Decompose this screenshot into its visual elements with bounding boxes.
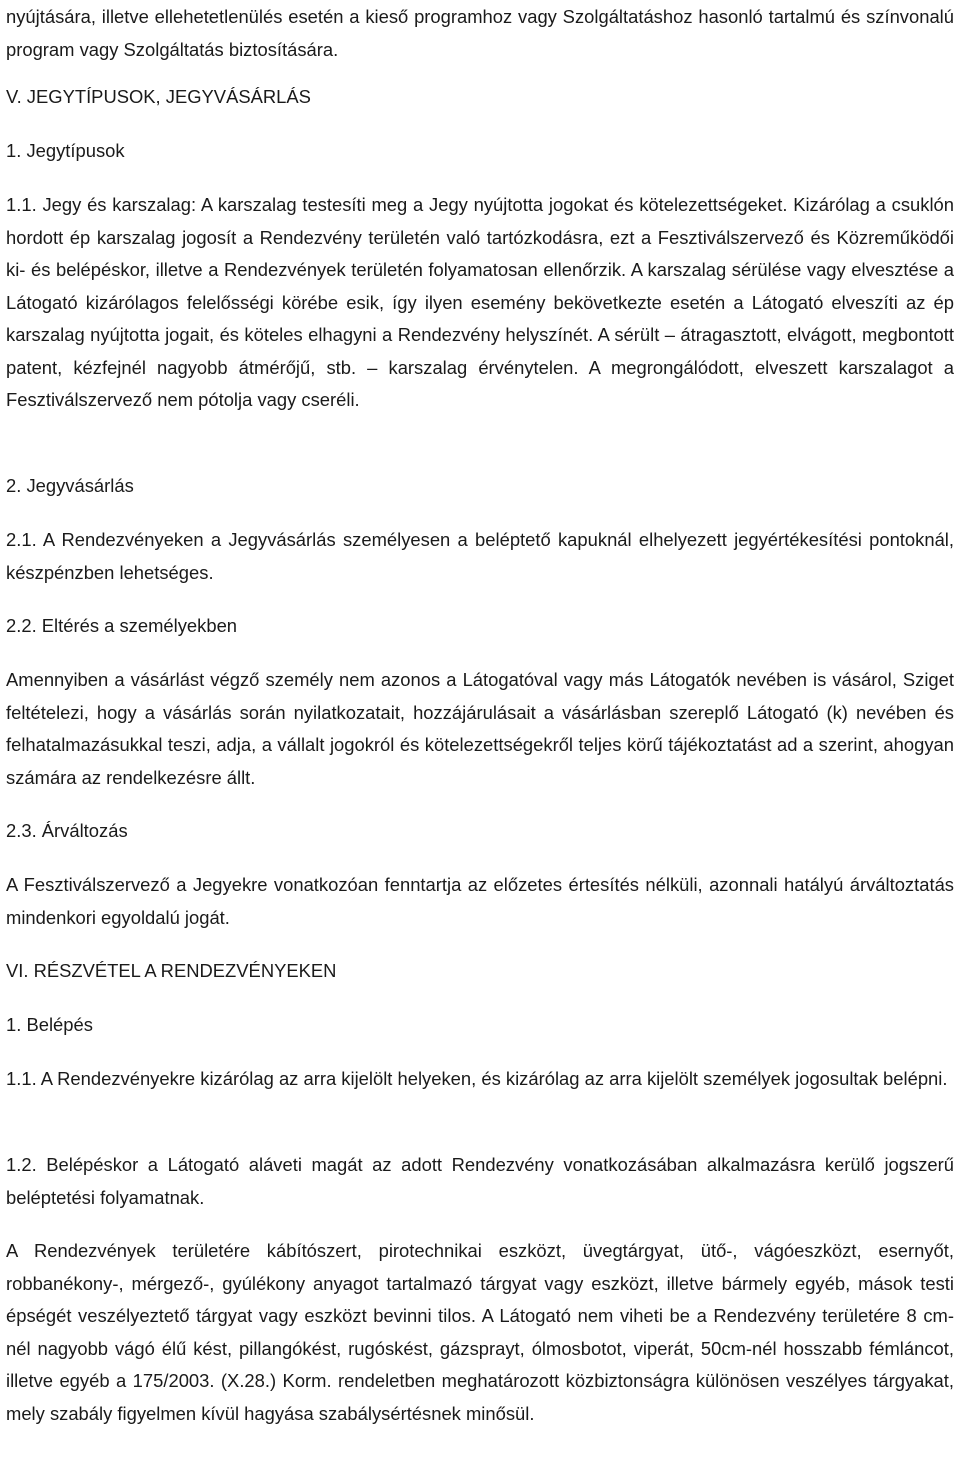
paragraph-2-3: A Fesztiválszervező a Jegyekre vonatkozóan fenntartja az előzetes értesítés nélküli, azonnali hatályú árváltoztatás mindenkori egyoldalú jogát. — [6, 874, 954, 928]
subsection-vi-1-heading: 1. Belépés — [6, 1014, 93, 1035]
paragraph-vi-1-1: 1.1. A Rendezvényekre kizárólag az arra kijelölt helyeken, és kizárólag az arra kijelölt személyek jogosultak belépni. — [6, 1068, 948, 1089]
subsection-2-3-heading: 2.3. Árváltozás — [6, 820, 128, 841]
paragraph-prohibited-items: A Rendezvények területére kábítószert, pirotechnikai eszközt, üvegtárgyat, ütő-, vágóeszközt, esernyőt, robbanékony-, mérgező-, gyúlékony anyagot tartalmazó tárgyat vagy eszközt, illetve bármely egyéb, mások testi épségét veszélyeztető tárgyat vagy eszközt bevinni tilos. A Látogató nem viheti be a Rendezvény területére 8 cm-nél nagyobb vágó élű kést, pillangókést, rugóskést, gázsprayt, ólmosbotot, viperát, 50cm-nél hosszabb fémláncot, illetve egyéb a 175/2003. (X.28.) Korm. rendeletben meghatározott közbiztonságra különösen veszélyes tárgyakat, mely szabály figyelmen kívül hagyása szabálysértésnek minősül. — [6, 1240, 954, 1424]
intro-continuation: nyújtására, illetve ellehetetlenülés esetén a kieső programhoz vagy Szolgáltatáshoz hasonló tartalmú és színvonalú program vagy Szolgáltatás biztosítására. — [6, 6, 954, 60]
paragraph-1-1: 1.1. Jegy és karszalag: A karszalag testesíti meg a Jegy nyújtotta jogokat és kötelezettségeket. Kizárólag a csuklón hordott ép karszalag jogosít a Rendezvény területén való tartózkodásra, ezt a Fesztiválszervező és Közreműködői ki- és belépéskor, illetve a Rendezvények területén folyamatosan ellenőrzik. A karszalag sérülése vagy elvesztése a Látogató kizárólagos felelősségi körébe esik, így ilyen esemény bekövetkezte esetén a Látogató elveszíti az ép karszalag nyújtotta jogait, és köteles elhagyni a Rendezvény helyszínét. A sérült – átragasztott, elvágott, megbontott patent, kézfejnél nagyobb átmérőjű, stb. – karszalag érvénytelen. A megrongálódott, elveszett karszalagot a Fesztiválszervező nem pótolja vagy cseréli. — [6, 194, 954, 410]
subsection-1-heading: 1. Jegytípusok — [6, 140, 125, 161]
section-v-heading: V. JEGYTÍPUSOK, JEGYVÁSÁRLÁS — [6, 86, 311, 107]
paragraph-2-2: Amennyiben a vásárlást végző személy nem azonos a Látogatóval vagy más Látogatók nevében is vásárol, Sziget feltételezi, hogy a vásárlás során nyilatkozatait, hozzájárulásait a vásárlásban szereplő Látogató (k) nevében és felhatalmazásukkal teszi, adja, a vállalt jogokról és kötelezettségekről teljes körű tájékoztatást ad a szerint, ahogyan számára az rendelkezésre állt. — [6, 669, 954, 788]
section-vi-heading: VI. RÉSZVÉTEL A RENDEZVÉNYEKEN — [6, 960, 337, 981]
paragraph-vi-1-2: 1.2. Belépéskor a Látogató aláveti magát az adott Rendezvény vonatkozásában alkalmazásra kerülő jogszerű beléptetési folyamatnak. — [6, 1154, 954, 1208]
paragraph-2-1: 2.1. A Rendezvényeken a Jegyvásárlás személyesen a beléptető kapuknál elhelyezett jegyértékesítési pontoknál, készpénzben lehetséges. — [6, 529, 954, 583]
subsection-2-heading: 2. Jegyvásárlás — [6, 475, 134, 496]
subsection-2-2-heading: 2.2. Eltérés a személyekben — [6, 615, 238, 636]
